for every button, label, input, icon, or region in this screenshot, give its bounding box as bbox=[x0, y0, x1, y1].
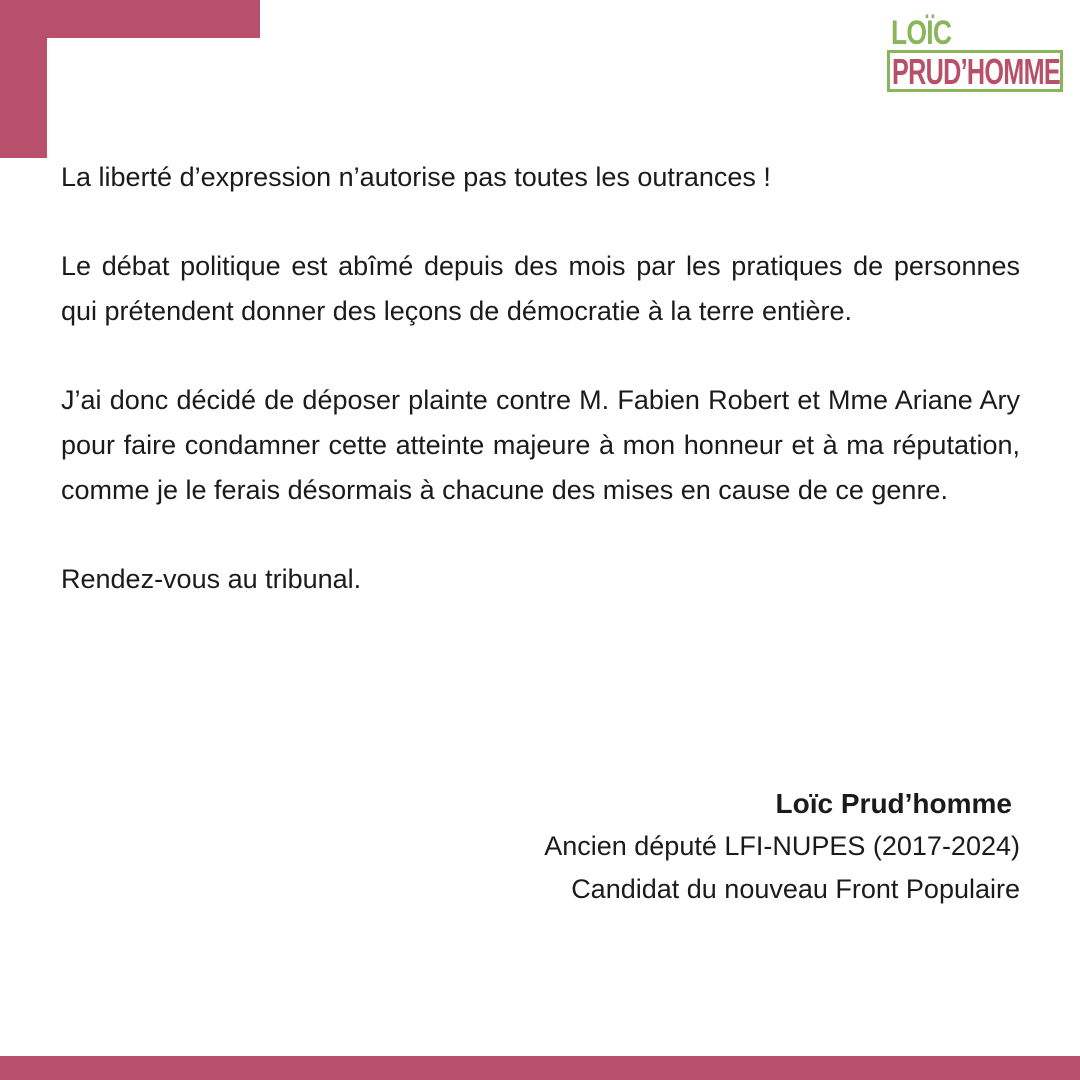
statement-body bbox=[61, 155, 1020, 646]
decorative-bottom-bar bbox=[0, 1056, 1080, 1080]
statement-paragraph-2: Le débat politique est abîmé depuis des mois par les pratiques de personnes qui prétendent donner des leçons de démocratie à la terre entière. bbox=[61, 251, 1020, 326]
logo bbox=[887, 16, 1065, 94]
signature-block bbox=[544, 782, 1020, 911]
signature-role-former: Ancien député LFI-NUPES (2017-2024) bbox=[544, 831, 1020, 861]
decorative-corner-bar-side bbox=[0, 0, 47, 158]
statement-paragraph-1: La liberté d’expression n’autorise pas toutes les outrances ! bbox=[61, 162, 771, 192]
logo-last-name: PRUD’HOMME bbox=[892, 51, 1060, 92]
statement-paragraph-3: J’ai donc décidé de déposer plainte contre M. Fabien Robert et Mme Ariane Ary pour faire condamner cette atteinte majeure à mon honneur et à ma réputation, comme je le ferais désormais à chacune des mises en cause de ce genre. bbox=[61, 385, 1020, 505]
logo-last-name-box bbox=[887, 50, 1063, 92]
statement-paragraph-4: Rendez-vous au tribunal. bbox=[61, 564, 362, 594]
logo-first-name: LOÏC bbox=[891, 14, 952, 52]
signature-name: Loïc Prud’homme bbox=[775, 788, 1012, 819]
signature-role-candidate: Candidat du nouveau Front Populaire bbox=[571, 874, 1020, 904]
